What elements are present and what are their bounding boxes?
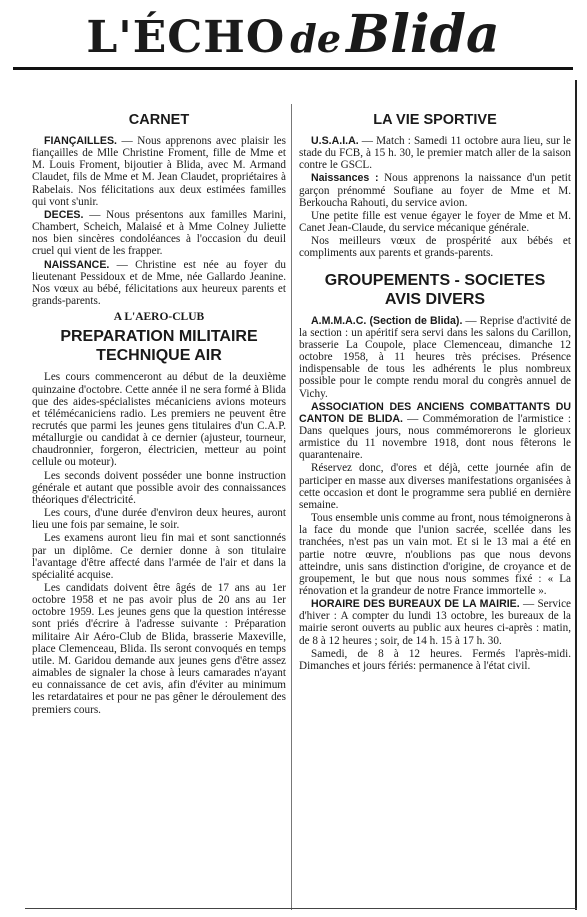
prep-paragraph-4: Les examens auront lieu fin mai et sont sanctionnés par un diplôme. Ce dernier donne à son titulaire l'avantage d'être affecté dans l'armée de l'air et dans la spécialité acquise. — [32, 532, 286, 581]
naissances-paragraph-2: Une petite fille est venue égayer le foyer de Mme et M. Canet Jean-Claude, du service mécanique générale. — [299, 209, 571, 235]
column-divider — [291, 104, 292, 910]
horaire-label: HORAIRE DES BUREAUX DE LA MAIRIE. — [311, 598, 520, 611]
prep-heading-line1: PREPARATION MILITAIRE — [60, 328, 258, 346]
horaire-notice — [299, 598, 571, 647]
naissance-label: NAISSANCE. — [44, 258, 110, 271]
masthead — [13, 3, 573, 70]
fiancailles-text: — Nous apprenons avec plaisir les fiançailles de Mlle Christine Froment, fille de Mme et M. Louis Froment, bijoutier à Blida, avec M. Armand Claudet, fils de Mme et M. Jean Claudet, propriétaires à Rabelais. Nos félicitations aux deux estimées familles qui vont s'unir. — [32, 135, 286, 208]
deces-text: — Nous présentons aux familles Marini, Chambert, Scheich, Malaisé et à Mme Colney Juliette nos bien sincères condoléances à l'occasion du deuil cruel qui vient de les frapper. — [32, 208, 286, 258]
association-paragraph-2: Réservez donc, d'ores et déjà, cette journée afin de participer en masse aux diverses manifestations organisées à cette occasion et dont le programme sera publié en dernière semaine. — [299, 462, 571, 511]
horaire-text: — Service d'hiver : A compter du lundi 13 octobre, les bureaux de la mairie seront ouverts au public aux heures ci-après : matin, de 8 à 12 heures ; soir, de 14 h. 15 à 17 h. 30. — [299, 598, 571, 647]
naissances-text: Nous apprenons la naissance d'un petit garçon prénommé Soufiane au foyer de Mme et M. Berkoucha Rahouti, du service avion. — [299, 172, 571, 209]
bottom-rule — [25, 908, 577, 909]
association-text: — Commémoration de l'armistice : Dans quelques jours, nous commémorerons le glorieux armistice du 11 novembre 1918, dont nous fêterons le quarantenaire. — [299, 412, 571, 462]
sport-heading: LA VIE SPORTIVE — [373, 112, 497, 128]
left-column — [32, 112, 286, 908]
groupements-heading-line2: AVIS DIVERS — [384, 290, 486, 308]
naissance-notice — [32, 259, 286, 308]
usaia-text: — Match : Samedi 11 octobre aura lieu, sur le stade du FCB, à 15 h. 30, le premier match aller de la saison contre le GSCL. — [299, 135, 571, 172]
carnet-heading: CARNET — [128, 112, 190, 128]
ammac-notice — [299, 315, 571, 400]
prep-paragraph-5: Les candidats doivent être âgés de 17 ans au 1er octobre 1958 et ne pas avoir plus de 20 ans au 1er octobre 1959. Les jeunes gens que la question intéresse sont priés d'écrire à l'adresse suivante : Préparation militaire Air Aéro-Club de Blida, brasserie Maxeville, place Clemenceau, Blida. Ils seront convoqués en temps utile. M. Garidou demande aux jeunes gens d'être assez aimables de signaler la chose à leurs camarades n'ayant eu connaissance de cet avis, afin d'éviter au minimum les retardataires et pour ne pas gêner le déroulement des premiers cours. — [32, 582, 286, 716]
association-label: ASSOCIATION DES ANCIENS COMBATTANTS DU CANTON DE BLIDA. — [299, 400, 571, 425]
prep-paragraph-3: Les cours, d'une durée d'environ deux heures, auront lieu une fois par semaine, le soir. — [32, 507, 286, 532]
deces-label: DECES. — [44, 208, 84, 221]
fiancailles-label: FIANÇAILLES. — [44, 135, 117, 147]
groupements-heading-line1: GROUPEMENTS - SOCIETES — [324, 271, 546, 289]
prep-heading-line2: TECHNIQUE AIR — [96, 347, 222, 365]
prep-paragraph-1: Les cours commenceront au début de la deuxième quinzaine d'octobre. Cette année il ne sera formé à Blida que des aides-spécialistes mécaniciens avions moteurs et télémécaniciens radio. Les premiers ne peuvent être recrutés que parmi les jeunes gens titulaires d'un C.A.P. métallurgie ou candidat à ce dernier (ajusteur, tourneur, chaudronnier, forgeron, électricien, metteur au point cellule ou moteur). — [32, 371, 286, 469]
naissance-text: — Christine est née au foyer du lieutenant Pessidoux et de Mme, née Gallardo Jeanine. Nos vœux au bébé, félicitations aux heureux parents et grands-parents. — [32, 258, 286, 308]
masthead-blida: Blida — [346, 4, 500, 65]
naissances-paragraph-3: Nos meilleurs vœux de prospérité aux bébés et compliments aux parents et grands-parents. — [299, 235, 571, 260]
naissances-notice — [299, 172, 571, 208]
right-column — [299, 112, 571, 908]
masthead-echo: L'ÉCHO — [86, 12, 286, 63]
association-notice — [299, 401, 571, 462]
naissances-label: Naissances : — [311, 172, 379, 185]
masthead-de: de — [290, 16, 342, 61]
ammac-text: — Reprise d'activité de la section : un apéritif sera servi dans les salons du Carillon, brasserie La Coupole, place Clemenceau, dimanche 12 octobre 1958, à 11 heures très précises. Présence indispensable de tous les adhérents le plus nombreux possible pour le compte rendu moral du congrès annuel de Vichy. — [299, 314, 571, 400]
fiancailles-notice — [32, 135, 286, 208]
usaia-notice — [299, 135, 571, 171]
aeroclub-subheading: A L'AERO-CLUB — [113, 311, 205, 324]
groupements-heading — [299, 271, 571, 309]
horaire-paragraph-2: Samedi, de 8 à 12 heures. Fermés l'après-midi. Dimanches et jours fériés: permanence à l'état civil. — [299, 647, 571, 672]
page-edge-rule — [575, 80, 577, 910]
prep-paragraph-2: Les seconds doivent posséder une bonne instruction générale et autant que possible avoir des connaissances théoriques d'électricité. — [32, 469, 286, 506]
ammac-label: A.M.M.A.C. (Section de Blida). — [311, 314, 463, 327]
association-paragraph-3: Tous ensemble unis comme au front, nous témoignerons à la face du monde que l'union sacrée, scellée dans les tranchées, n'est pas un vain mot. Et si le 13 mai a été en partie notre œuvre, n'oublions pas que nous devons atteindre, unis sans distinction d'origine, de croyance et de groupement, le but que nous nous sommes fixé : « La rénovation et la grandeur de notre France immortelle ». — [299, 512, 571, 597]
usaia-label: U.S.A.I.A. — [311, 135, 359, 147]
deces-notice — [32, 209, 286, 258]
prep-heading — [32, 327, 286, 365]
